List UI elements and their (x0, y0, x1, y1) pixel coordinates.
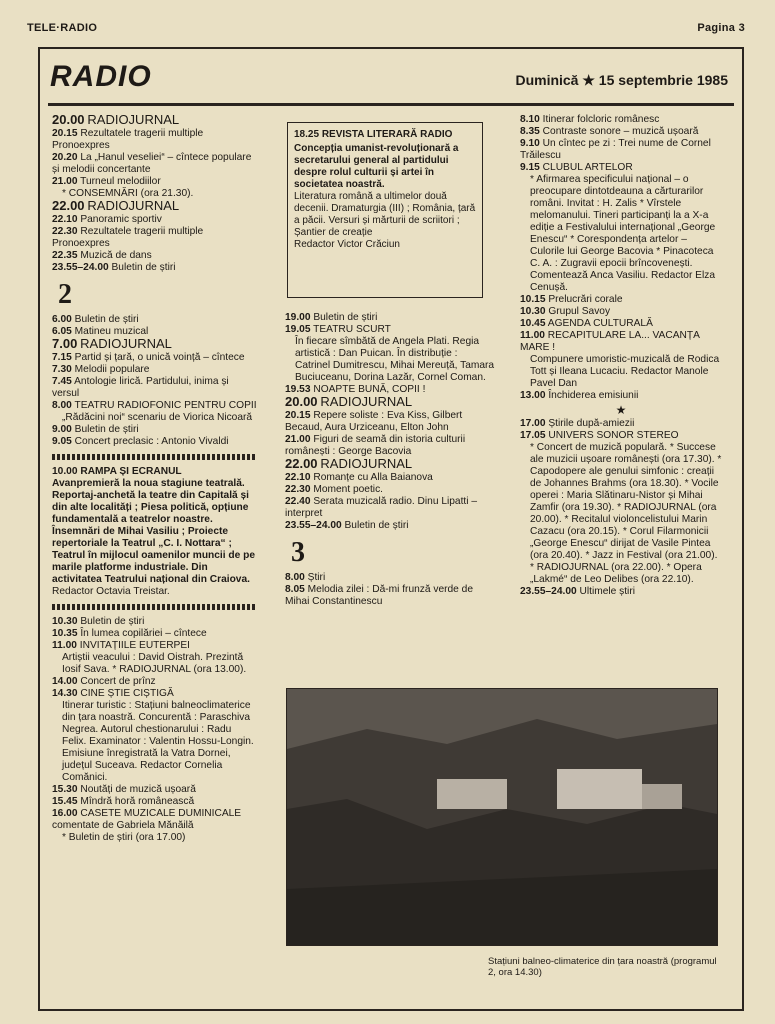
entry-time: 9.00 (52, 424, 72, 435)
morning-list (520, 114, 722, 402)
program-entry (52, 376, 257, 400)
program-entry (520, 418, 722, 430)
entry-title: Ultimele știri (579, 586, 635, 597)
entry-title: NOAPTE BUNĂ, COPII ! (313, 384, 426, 395)
entry-title: Buletin de știri (74, 314, 139, 325)
entry-time: 11.00 (520, 330, 545, 341)
entry-title: Buletin de știri (111, 262, 176, 273)
entry-time: 20.15 (52, 128, 78, 139)
entry-note: Compunere umoristic-muzicală de Rodica Tott și Ileana Lucaciu. Redactor Manole Pavel Dan (530, 354, 720, 389)
program-entry (52, 616, 257, 628)
program-entry (285, 584, 495, 608)
entry-title: Buletin de știri (80, 616, 145, 627)
program-entry (52, 262, 257, 274)
entry-time: 13.00 (520, 390, 546, 401)
entry-title: Concert preclasic : Antonio Vivaldi (74, 436, 229, 447)
program-entry (520, 162, 722, 294)
entry-time: 6.00 (52, 314, 72, 325)
entry-time: 7.15 (52, 352, 72, 363)
program-entry (52, 676, 257, 688)
entry-time: 15.45 (52, 796, 78, 807)
entry-title: Melodii populare (74, 364, 150, 375)
entry-title: Matineu muzical (74, 326, 149, 337)
entry-time: 8.35 (520, 126, 540, 137)
program-entry (520, 390, 722, 402)
entry-time: 8.00 (285, 572, 305, 583)
program-entry (285, 496, 495, 520)
entry-title: Închiderea emisiunii (548, 390, 639, 401)
entry-time: 8.05 (285, 584, 305, 595)
entry-title: RADIOJURNAL (80, 336, 172, 351)
program-entry (52, 796, 257, 808)
date-line: Duminică ★ 15 septembrie 1985 (515, 72, 728, 88)
entry-time: 10.15 (520, 294, 546, 305)
entry-note: * Buletin de știri (ora 17.00) (62, 832, 186, 843)
program-entry (520, 138, 722, 162)
entry-title: Grupul Savoy (548, 306, 611, 317)
entry-title: Figuri de seamă din istoria culturii românești : George Bacovia (285, 434, 466, 457)
program-entry (520, 114, 722, 126)
entry-title: TEATRU RADIOFONIC PENTRU COPII (74, 400, 257, 411)
entry-title: CLUBUL ARTELOR (542, 162, 633, 173)
entry-time: 20.00 (285, 394, 318, 409)
entry-time: 22.00 (285, 456, 318, 471)
entry-time: 11.00 (52, 640, 77, 651)
entry-time: 9.15 (520, 162, 540, 173)
entry-time: 22.10 (52, 214, 78, 225)
star-separator: ★ (615, 403, 627, 417)
entry-time: 7.30 (52, 364, 72, 375)
program-entry (520, 586, 722, 598)
entry-title: Serata muzicală radio. Dinu Lipatti – interpret (285, 496, 477, 519)
entry-title: Moment poetic. (313, 484, 383, 495)
program-entry (285, 458, 495, 472)
entry-title: RADIOJURNAL (320, 456, 413, 471)
entry-time: 14.30 (52, 688, 78, 699)
program-entry (52, 226, 257, 250)
entry-time: 20.20 (52, 152, 78, 163)
entry-title: REVISTA LITERARĂ RADIO (321, 129, 453, 140)
program-entry (285, 434, 495, 458)
entry-time: 23.55–24.00 (52, 262, 109, 273)
section-header (50, 60, 730, 102)
column-1 (52, 114, 257, 844)
entry-title: INVITAȚIILE EUTERPEI (79, 640, 190, 651)
entry-title: În lumea copilăriei – cîntece (80, 628, 207, 639)
entry-time: 6.05 (52, 326, 72, 337)
entry-time: 22.30 (52, 226, 78, 237)
program-entry (52, 364, 257, 376)
program-entry (52, 114, 257, 128)
day1-list (52, 114, 257, 274)
entry-time: 17.00 (520, 418, 546, 429)
entry-body: Avanpremieră la noua stagiune teatrală. Reportaj-anchetă la teatre din Capitală și din alte localități ; Piesa politică, opțiune fundamentală a teatrelor noastre. Însemnări de Mihai Vasiliu ; Proiecte repertoriale la Teatrul „C. I. Nottara“ ; Teatrul în mijlocul oamenilor muncii de pe marile platforme industriale. Din activitatea Teatrului național din Craiova. (52, 478, 256, 585)
header-rule (48, 103, 734, 106)
program-entry (520, 430, 722, 586)
day-number-2: 2 (58, 279, 72, 310)
afternoon-list (520, 418, 722, 598)
program-entry (52, 640, 257, 676)
entry-note: * Concert de muzică populară. * Succese ale muzicii ușoare românești (ora 17.30). * Capodopere ale genului simfonic : creații de Johannes Brahms (ora 18.30). * Vocile operei : Maria Slătinaru-Nistor și Mihai Zamfir (ora 19.30). * RADIOJURNAL (ora 20.00). * Recitalul violoncelistului Marin Cazacu (ora 20.15). * Corul Filarmonicii „George Enescu“ dirijat de Vasile Pintea (ora 20.40). * Jazz in Festival (ora 21.00). * RADIOJURNAL (ora 22.00). * Opera „Lakmé“ de Leo Delibes (ora 22.10). (530, 442, 722, 585)
program-entry (52, 424, 257, 436)
entry-time: 19.00 (285, 312, 311, 323)
entry-title: RADIOJURNAL (87, 198, 180, 213)
entry-time: 20.00 (52, 112, 85, 127)
entry-title: Buletin de știri (313, 312, 378, 323)
rampa-entry (52, 466, 257, 598)
entry-note: În fiecare sîmbătă de Angela Plati. Regia artistică : Dan Puican. În distribuție : Catrinel Dumitrescu, Mihai Mereuță, Tamara Buciuceanu, Dorina Lazăr, Cornel Coman. (295, 336, 495, 383)
entry-title: Itinerar folcloric românesc (542, 114, 660, 125)
program-entry (285, 312, 495, 324)
column-2 (285, 312, 495, 608)
program-entry (285, 396, 495, 410)
program-entry (52, 176, 257, 200)
divider (52, 454, 257, 460)
entry-note: Itinerar turistic : Stațiuni balneoclimaterice din țara noastră. Concurentă : Paraschiva Negrea. Autorul chestionarului : Radu Felix. Examinator : Valentin Hossu-Longin. Emisiune înregistrată la Vatra Dornei, județul Suceava. Redactor Cornelia Comănici. (62, 700, 254, 783)
photo-caption: Stațiuni balneo-climaterice din țara noastră (programul 2, ora 14.30) (488, 956, 717, 978)
entry-title: Rezultatele tragerii multiple Pronoexpres (52, 226, 204, 249)
entry-time: 10.35 (52, 628, 78, 639)
program-entry (285, 472, 495, 484)
program-entry (520, 126, 722, 138)
evening-list (285, 312, 495, 532)
entry-time: 22.00 (52, 198, 85, 213)
entry-time: 22.30 (285, 484, 311, 495)
entry-title: Melodia zilei : Dă-mi frunză verde de Mihai Constantinescu (285, 584, 474, 607)
entry-time: 8.10 (520, 114, 540, 125)
entry-note: * CONSEMNĂRI (ora 21.30). (62, 188, 194, 199)
entry-note: Artiștii veacului : David Oistrah. Prezintă Iosif Sava. * RADIOJURNAL (ora 13.00). (62, 652, 247, 675)
later-list (52, 616, 257, 844)
entry-time: 23.55–24.00 (520, 586, 577, 597)
entry-title: Noutăți de muzică ușoară (80, 784, 196, 795)
entry-time: 9.10 (520, 138, 540, 149)
program-entry (285, 324, 495, 384)
entry-title: Repere soliste : Eva Kiss, Gilbert Becaud, Aura Urziceanu, Elton John (285, 410, 463, 433)
entry-title: Romanțe cu Alla Baianova (313, 472, 433, 483)
entry-title: Rezultatele tragerii multiple Pronoexpres (52, 128, 204, 151)
program-entry (52, 808, 257, 844)
entry-time: 22.35 (52, 250, 78, 261)
entry-title: Panoramic sportiv (80, 214, 162, 225)
entry-editor: Redactor Octavia Treistar. (52, 586, 170, 597)
box-body-2: Literatura română a ultimelor două decenii. Dramaturgia (III) ; România, țară a păcii. Versuri și mărturii de scriitori ; Șantier de creație (294, 191, 476, 238)
program-entry (520, 318, 722, 330)
program-entry (285, 410, 495, 434)
program-entry (52, 314, 257, 326)
entry-title: UNIVERS SONOR STEREO (548, 430, 679, 441)
program-entry (52, 338, 257, 352)
program-entry (52, 200, 257, 214)
entry-time: 21.00 (285, 434, 311, 445)
entry-title: Un cîntec pe zi : Trei nume de Cornel Trăilescu (520, 138, 711, 161)
entry-time: 22.10 (285, 472, 311, 483)
box-body-1: Concepția umanist-revoluționară a secretarului general al partidului despre rolul culturii și artei în societatea noastră. (294, 143, 459, 190)
entry-time: 7.00 (52, 336, 78, 351)
section-title: RADIO (50, 60, 152, 93)
entry-title: CASETE MUZICALE DUMINICALE comentate de Gabriela Mănăilă (52, 808, 242, 831)
entry-title: Partid și țară, o unică voință – cîntece (74, 352, 245, 363)
entry-title: Antologie lirică. Partidului, inima și versul (52, 376, 229, 399)
entry-title: Concert de prînz (80, 676, 156, 687)
entry-time: 10.00 (52, 466, 78, 477)
page-number: Pagina 3 (697, 22, 745, 34)
program-entry (52, 128, 257, 152)
program-entry (52, 436, 257, 448)
program-entry (520, 294, 722, 306)
entry-title: La „Hanul veseliei“ – cîntece populare și melodii concertante (52, 152, 252, 175)
resort-photo (286, 688, 718, 946)
program-entry (52, 214, 257, 226)
entry-title: AGENDA CULTURALĂ (547, 318, 653, 329)
entry-title: TEATRU SCURT (313, 324, 391, 335)
magazine-name: TELE·RADIO (27, 22, 98, 34)
entry-title: RECAPITULARE LA... VACANȚA MARE ! (520, 330, 700, 353)
divider (52, 604, 257, 610)
photo-illustration (287, 689, 717, 945)
entry-title: Mîndră horă românească (80, 796, 195, 807)
day2-list (52, 314, 257, 448)
box-editor: Redactor Victor Crăciun (294, 239, 400, 250)
program-entry (52, 688, 257, 784)
program-entry (52, 250, 257, 262)
program-entry (52, 152, 257, 176)
program-entry (520, 306, 722, 318)
entry-title: RAMPA ȘI ECRANUL (80, 466, 182, 477)
entry-title: Buletin de știri (344, 520, 409, 531)
entry-time: 23.55–24.00 (285, 520, 342, 531)
entry-time: 21.00 (52, 176, 78, 187)
entry-time: 7.45 (52, 376, 72, 387)
program-entry (520, 330, 722, 390)
entry-title: RADIOJURNAL (87, 112, 180, 127)
entry-time: 10.30 (520, 306, 546, 317)
entry-title: Contraste sonore – muzică ușoară (542, 126, 699, 137)
day-number-3: 3 (291, 537, 305, 568)
entry-note: „Rădăcini noi“ scenariu de Viorica Nicoară (62, 412, 253, 423)
entry-time: 14.00 (52, 676, 78, 687)
entry-time: 19.05 (285, 324, 311, 335)
entry-title: Turneul melodiilor (80, 176, 161, 187)
entry-time: 19.53 (285, 384, 311, 395)
entry-title: Știri (307, 572, 326, 583)
entry-title: Muzică de dans (80, 250, 152, 261)
entry-time: 18.25 (294, 129, 320, 140)
literary-box (287, 122, 483, 298)
program-entry (285, 484, 495, 496)
entry-time: 9.05 (52, 436, 72, 447)
entry-time: 22.40 (285, 496, 311, 507)
entry-time: 8.00 (52, 400, 72, 411)
entry-title: Știrile după-amiezii (548, 418, 635, 429)
entry-time: 15.30 (52, 784, 78, 795)
program-entry (52, 628, 257, 640)
program-entry (285, 572, 495, 584)
entry-title: RADIOJURNAL (320, 394, 413, 409)
entry-note: * Afirmarea specificului național – o preocupare dintotdeauna a cărturarilor români. Invitat : H. Zalis * Vîrstele melomanului. Tineri participanți la a X-a ediție a Festivalului internațional „George Enescu“ * Corespondența artelor – Culorile lui George Bacovia * Pinacoteca C. A. : Zugravii epocii brîncovenești. Comentează Anca Vasiliu. Redactor Elza Cenușă. (530, 174, 716, 293)
entry-title: Prelucrări corale (548, 294, 623, 305)
day3-list (285, 572, 495, 608)
program-entry (52, 784, 257, 796)
entry-title: Buletin de știri (74, 424, 139, 435)
entry-title: CINE ȘTIE CIȘTIGĂ (80, 688, 174, 699)
program-entry (52, 400, 257, 424)
entry-time: 20.15 (285, 410, 311, 421)
entry-time: 16.00 (52, 808, 78, 819)
column-3 (520, 114, 722, 598)
entry-time: 17.05 (520, 430, 546, 441)
entry-time: 10.30 (52, 616, 78, 627)
program-entry (285, 520, 495, 532)
entry-time: 10.45 (520, 318, 546, 329)
program-entry (52, 352, 257, 364)
